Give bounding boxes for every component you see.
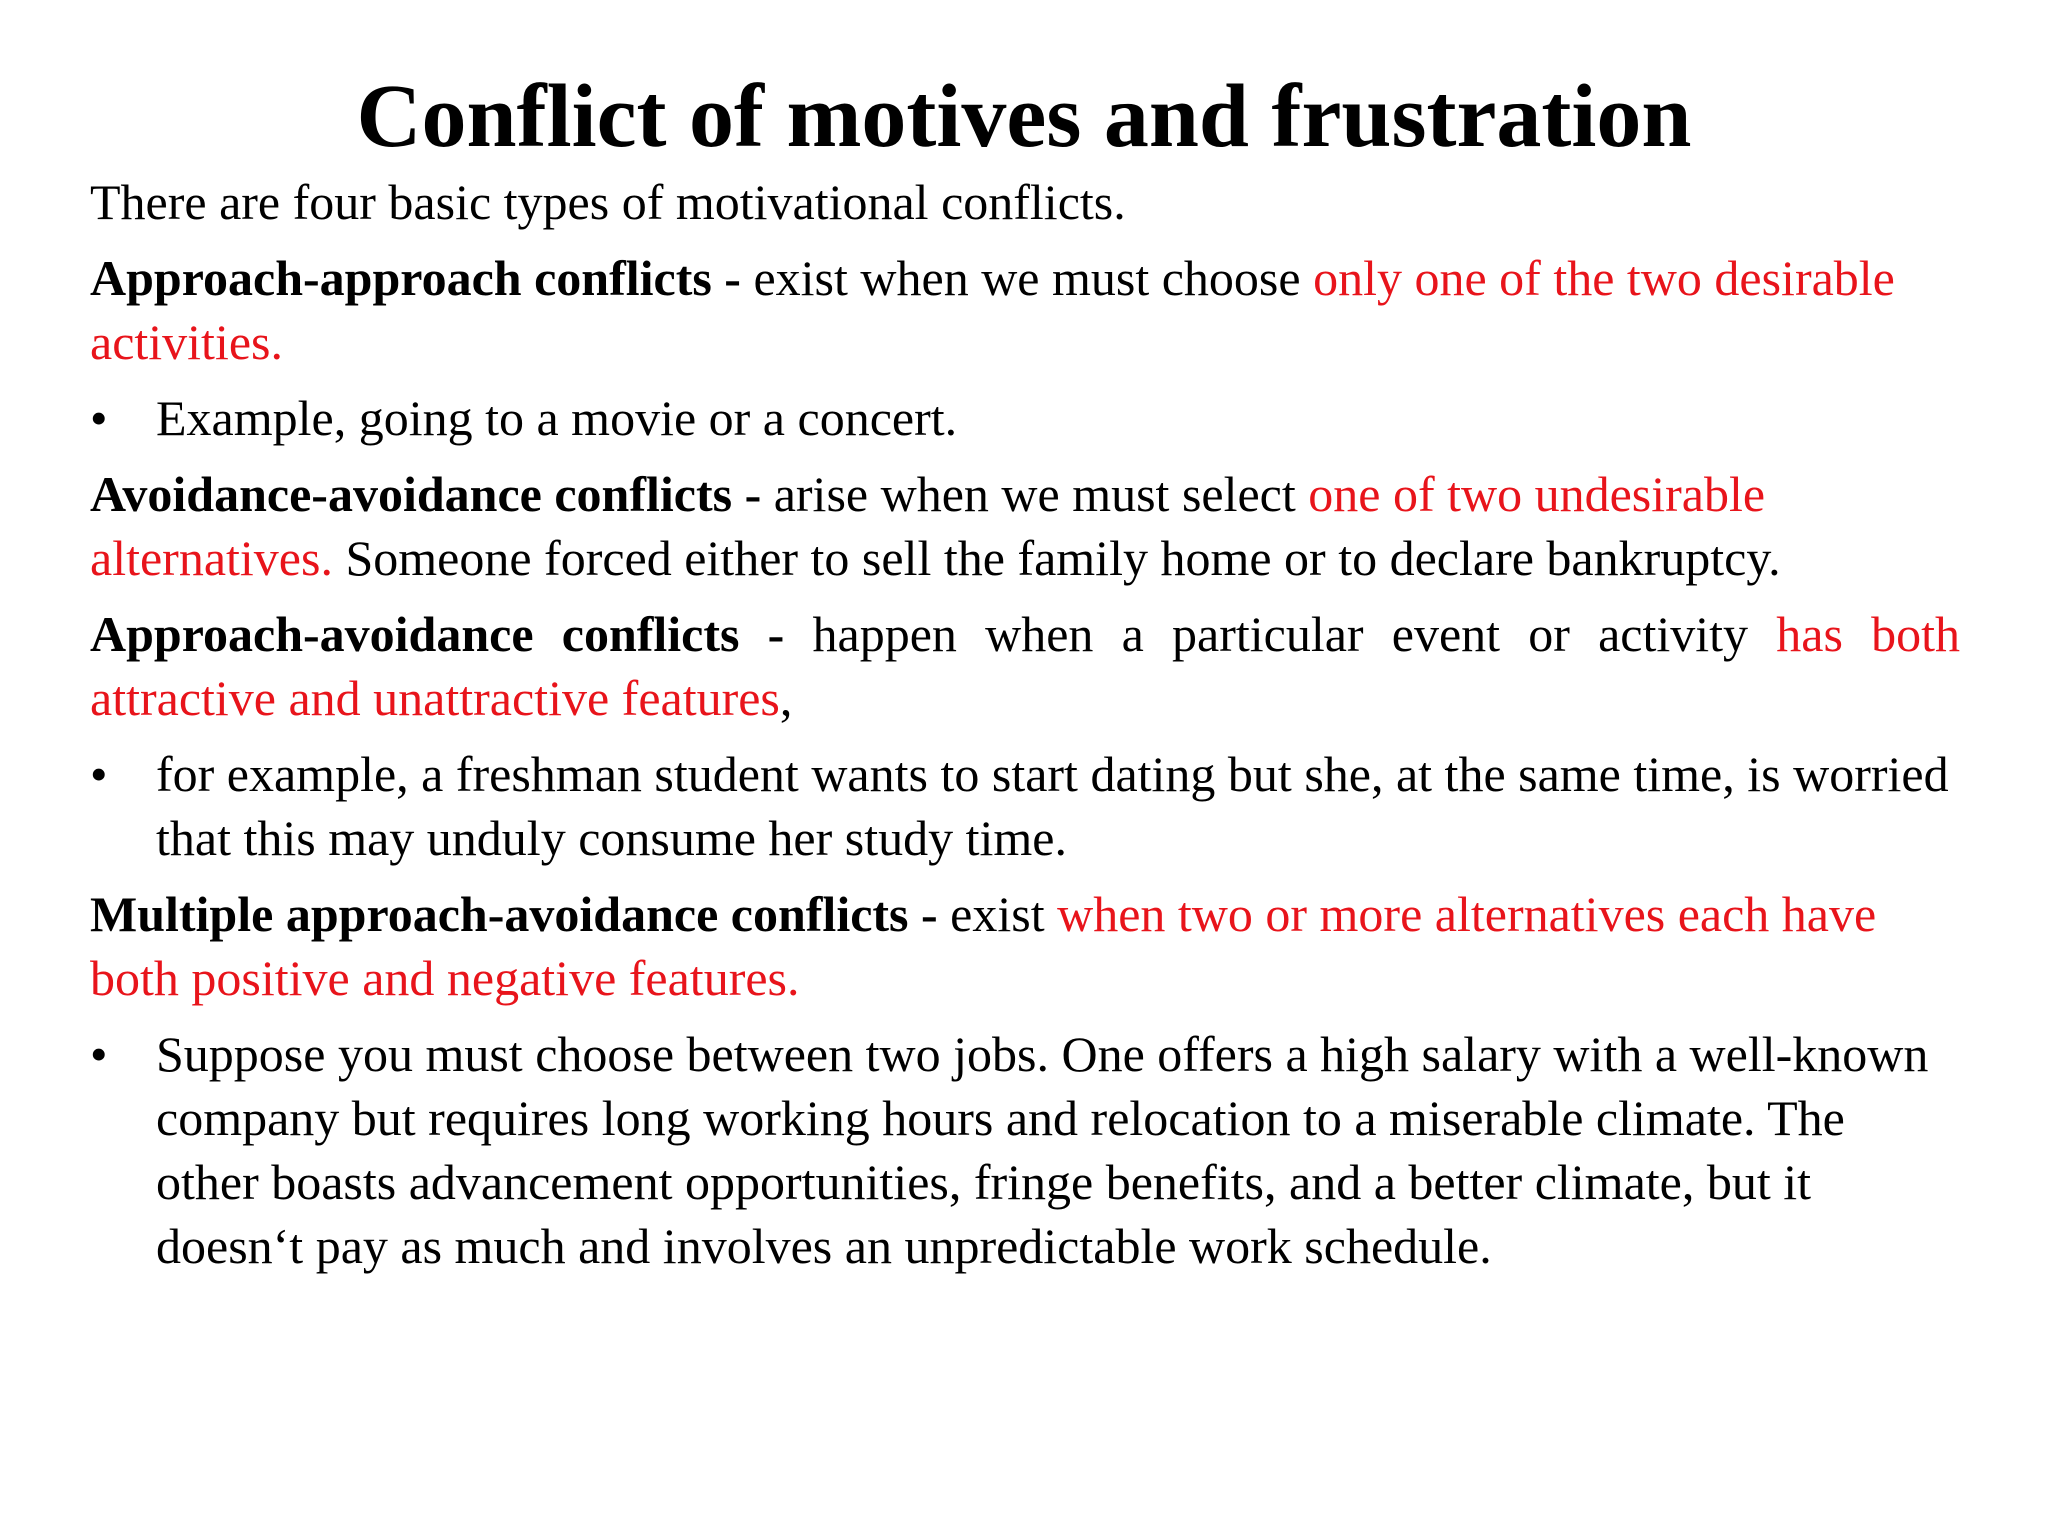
slide-title: Conflict of motives and frustration	[356, 67, 1692, 166]
avoidance-avoidance-rest: Someone forced either to sell the family home or to declare bankruptcy.	[332, 530, 1781, 586]
multiple-approach-avoidance-paragraph	[90, 882, 1960, 1010]
avoidance-avoidance-highlight: one of two undesirable alternatives.	[90, 466, 1766, 586]
intro-paragraph: There are four basic types of motivational conflicts.	[90, 174, 1126, 230]
approach-approach-term: Approach-approach conflicts -	[90, 250, 741, 306]
example-text: for example, a freshman student wants to start dating but she, at the same time, is worried that this may unduly consume her study time.	[156, 746, 1949, 866]
slide-body	[90, 170, 1960, 1290]
multiple-approach-avoidance-text: exist	[937, 886, 1058, 942]
multiple-approach-avoidance-highlight: when two or more alternatives each have both positive and negative features.	[90, 886, 1877, 1006]
multiple-approach-avoidance-example	[90, 1022, 1960, 1278]
avoidance-avoidance-term: Avoidance-avoidance conflicts -	[90, 466, 762, 522]
avoidance-avoidance-paragraph	[90, 462, 1960, 590]
approach-approach-highlight: only one of the two desirable activities.	[90, 250, 1895, 370]
example-text: Suppose you must choose between two jobs. One offers a high salary with a well-known company but requires long working hours and relocation to a miserable climate. The other boasts advancement opportunities, fringe benefits, and a better climate, but it doesn‘t pay as much and involves an unpredictable work schedule.	[156, 1026, 1929, 1274]
bullet-point: •	[90, 1026, 108, 1082]
example-text: Example, going to a movie or a concert.	[156, 390, 958, 446]
approach-approach-text: exist when we must choose	[740, 250, 1314, 306]
approach-avoidance-paragraph	[90, 602, 1960, 730]
approach-approach-paragraph	[90, 246, 1960, 374]
approach-avoidance-example	[90, 742, 1960, 870]
avoidance-avoidance-text: arise when we must select	[761, 466, 1309, 522]
approach-avoidance-term: Approach-avoidance conflicts -	[90, 606, 785, 662]
approach-avoidance-highlight: has both attractive and unattractive features	[90, 606, 1960, 726]
approach-avoidance-text: happen when a particular event or activity	[784, 606, 1777, 662]
approach-approach-example	[90, 386, 1960, 450]
bullet-point: •	[90, 390, 108, 446]
multiple-approach-avoidance-term: Multiple approach-avoidance conflicts -	[90, 886, 938, 942]
approach-avoidance-rest: ,	[779, 670, 793, 726]
bullet-point: •	[90, 746, 108, 802]
